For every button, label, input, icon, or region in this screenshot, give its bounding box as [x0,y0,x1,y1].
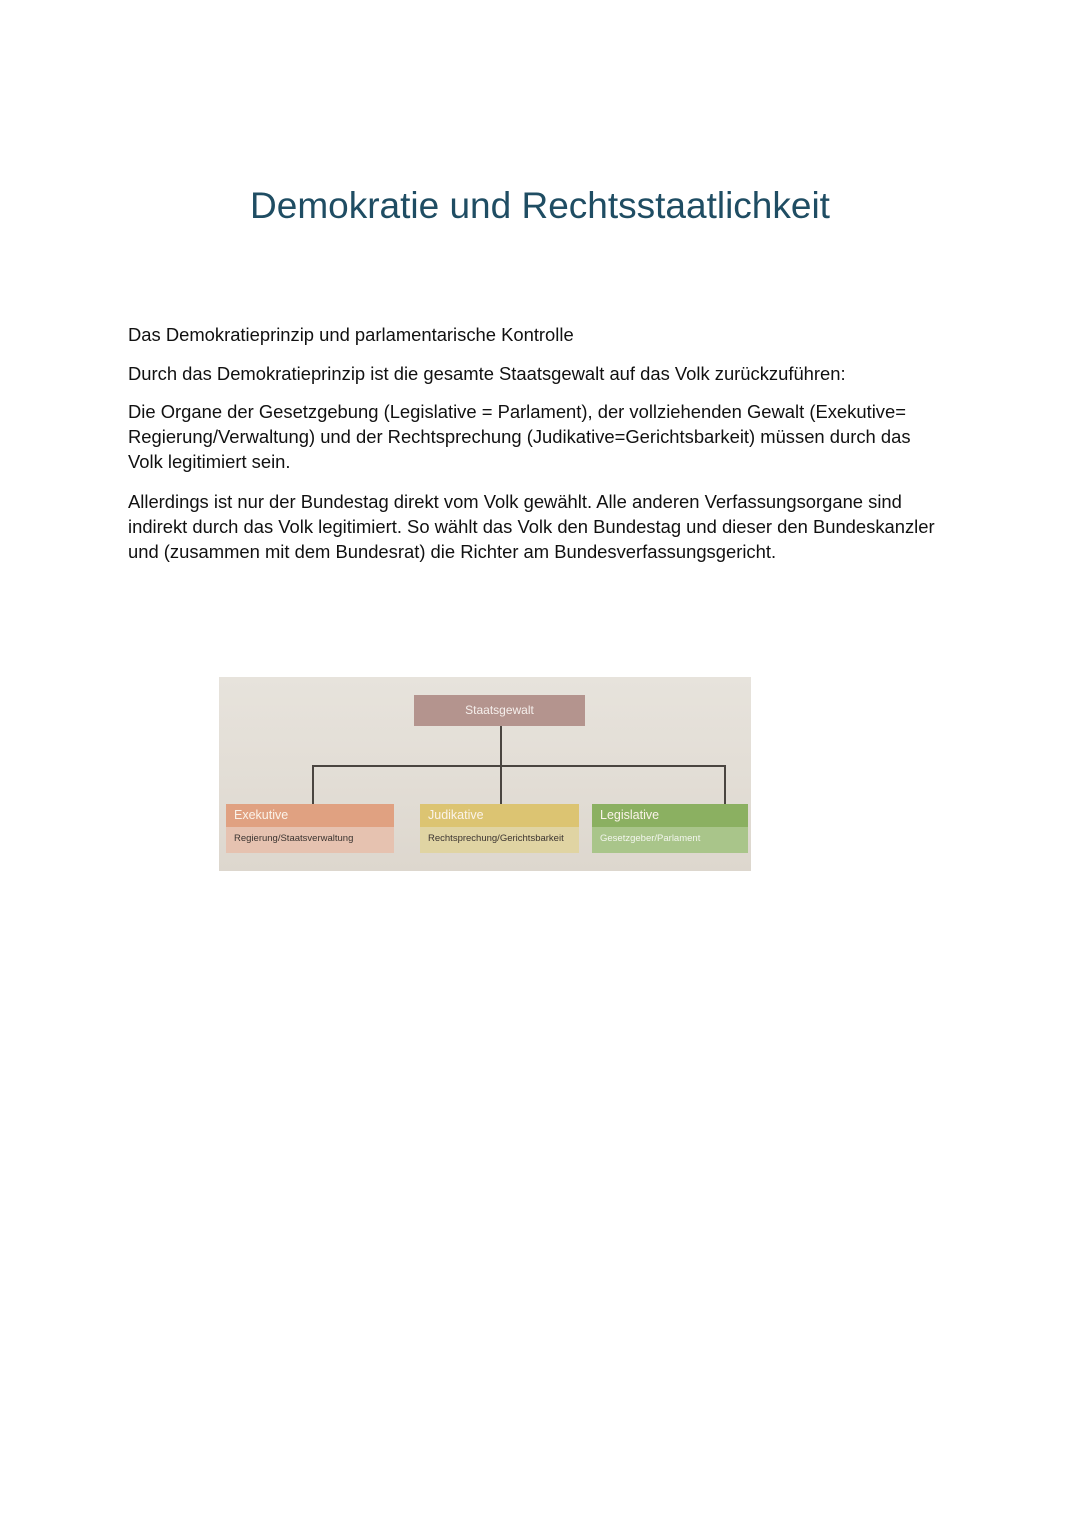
branch-description: Gesetzgeber/Parlament [592,827,748,853]
connector-exekutive [312,765,314,805]
branch-label: Legislative [592,804,748,827]
branch-description: Regierung/Staatsverwaltung [226,827,394,853]
branch-label: Exekutive [226,804,394,827]
paragraph: Die Organe der Gesetzgebung (Legislative = Parlament), der vollziehenden Gewalt (Exekutive= Regierung/Verwaltung) und der Rechtsprechung (Judikative=Gerichtsbarkeit) müssen durch das Volk legitimiert sein. [128,401,911,472]
section-heading: Das Demokratieprinzip und parlamentarische Kontrolle [128,324,574,345]
page-title: Demokratie und Rechtsstaatlichkeit [250,185,830,226]
branch-legislative [592,804,748,853]
branch-label: Judikative [420,804,579,827]
root-box: Staatsgewalt [414,695,585,726]
connector-judikative [500,765,502,805]
connector-vertical-root [500,726,502,766]
paragraph: Allerdings ist nur der Bundestag direkt vom Volk gewählt. Alle anderen Verfassungsorgane sind indirekt durch das Volk legitimiert. So wählt das Volk den Bundestag und dieser den Bundeskanzler und (zusammen mit dem Bundesrat) die Richter am Bundesverfassungsgericht. [128,491,935,562]
paragraph: Durch das Demokratieprinzip ist die gesamte Staatsgewalt auf das Volk zurückzuführen: [128,363,846,384]
branch-exekutive [226,804,394,853]
branch-description: Rechtsprechung/Gerichtsbarkeit [420,827,579,853]
separation-of-powers-diagram [219,677,751,871]
connector-legislative [724,765,726,805]
branch-judikative [420,804,579,853]
connector-horizontal [312,765,726,767]
